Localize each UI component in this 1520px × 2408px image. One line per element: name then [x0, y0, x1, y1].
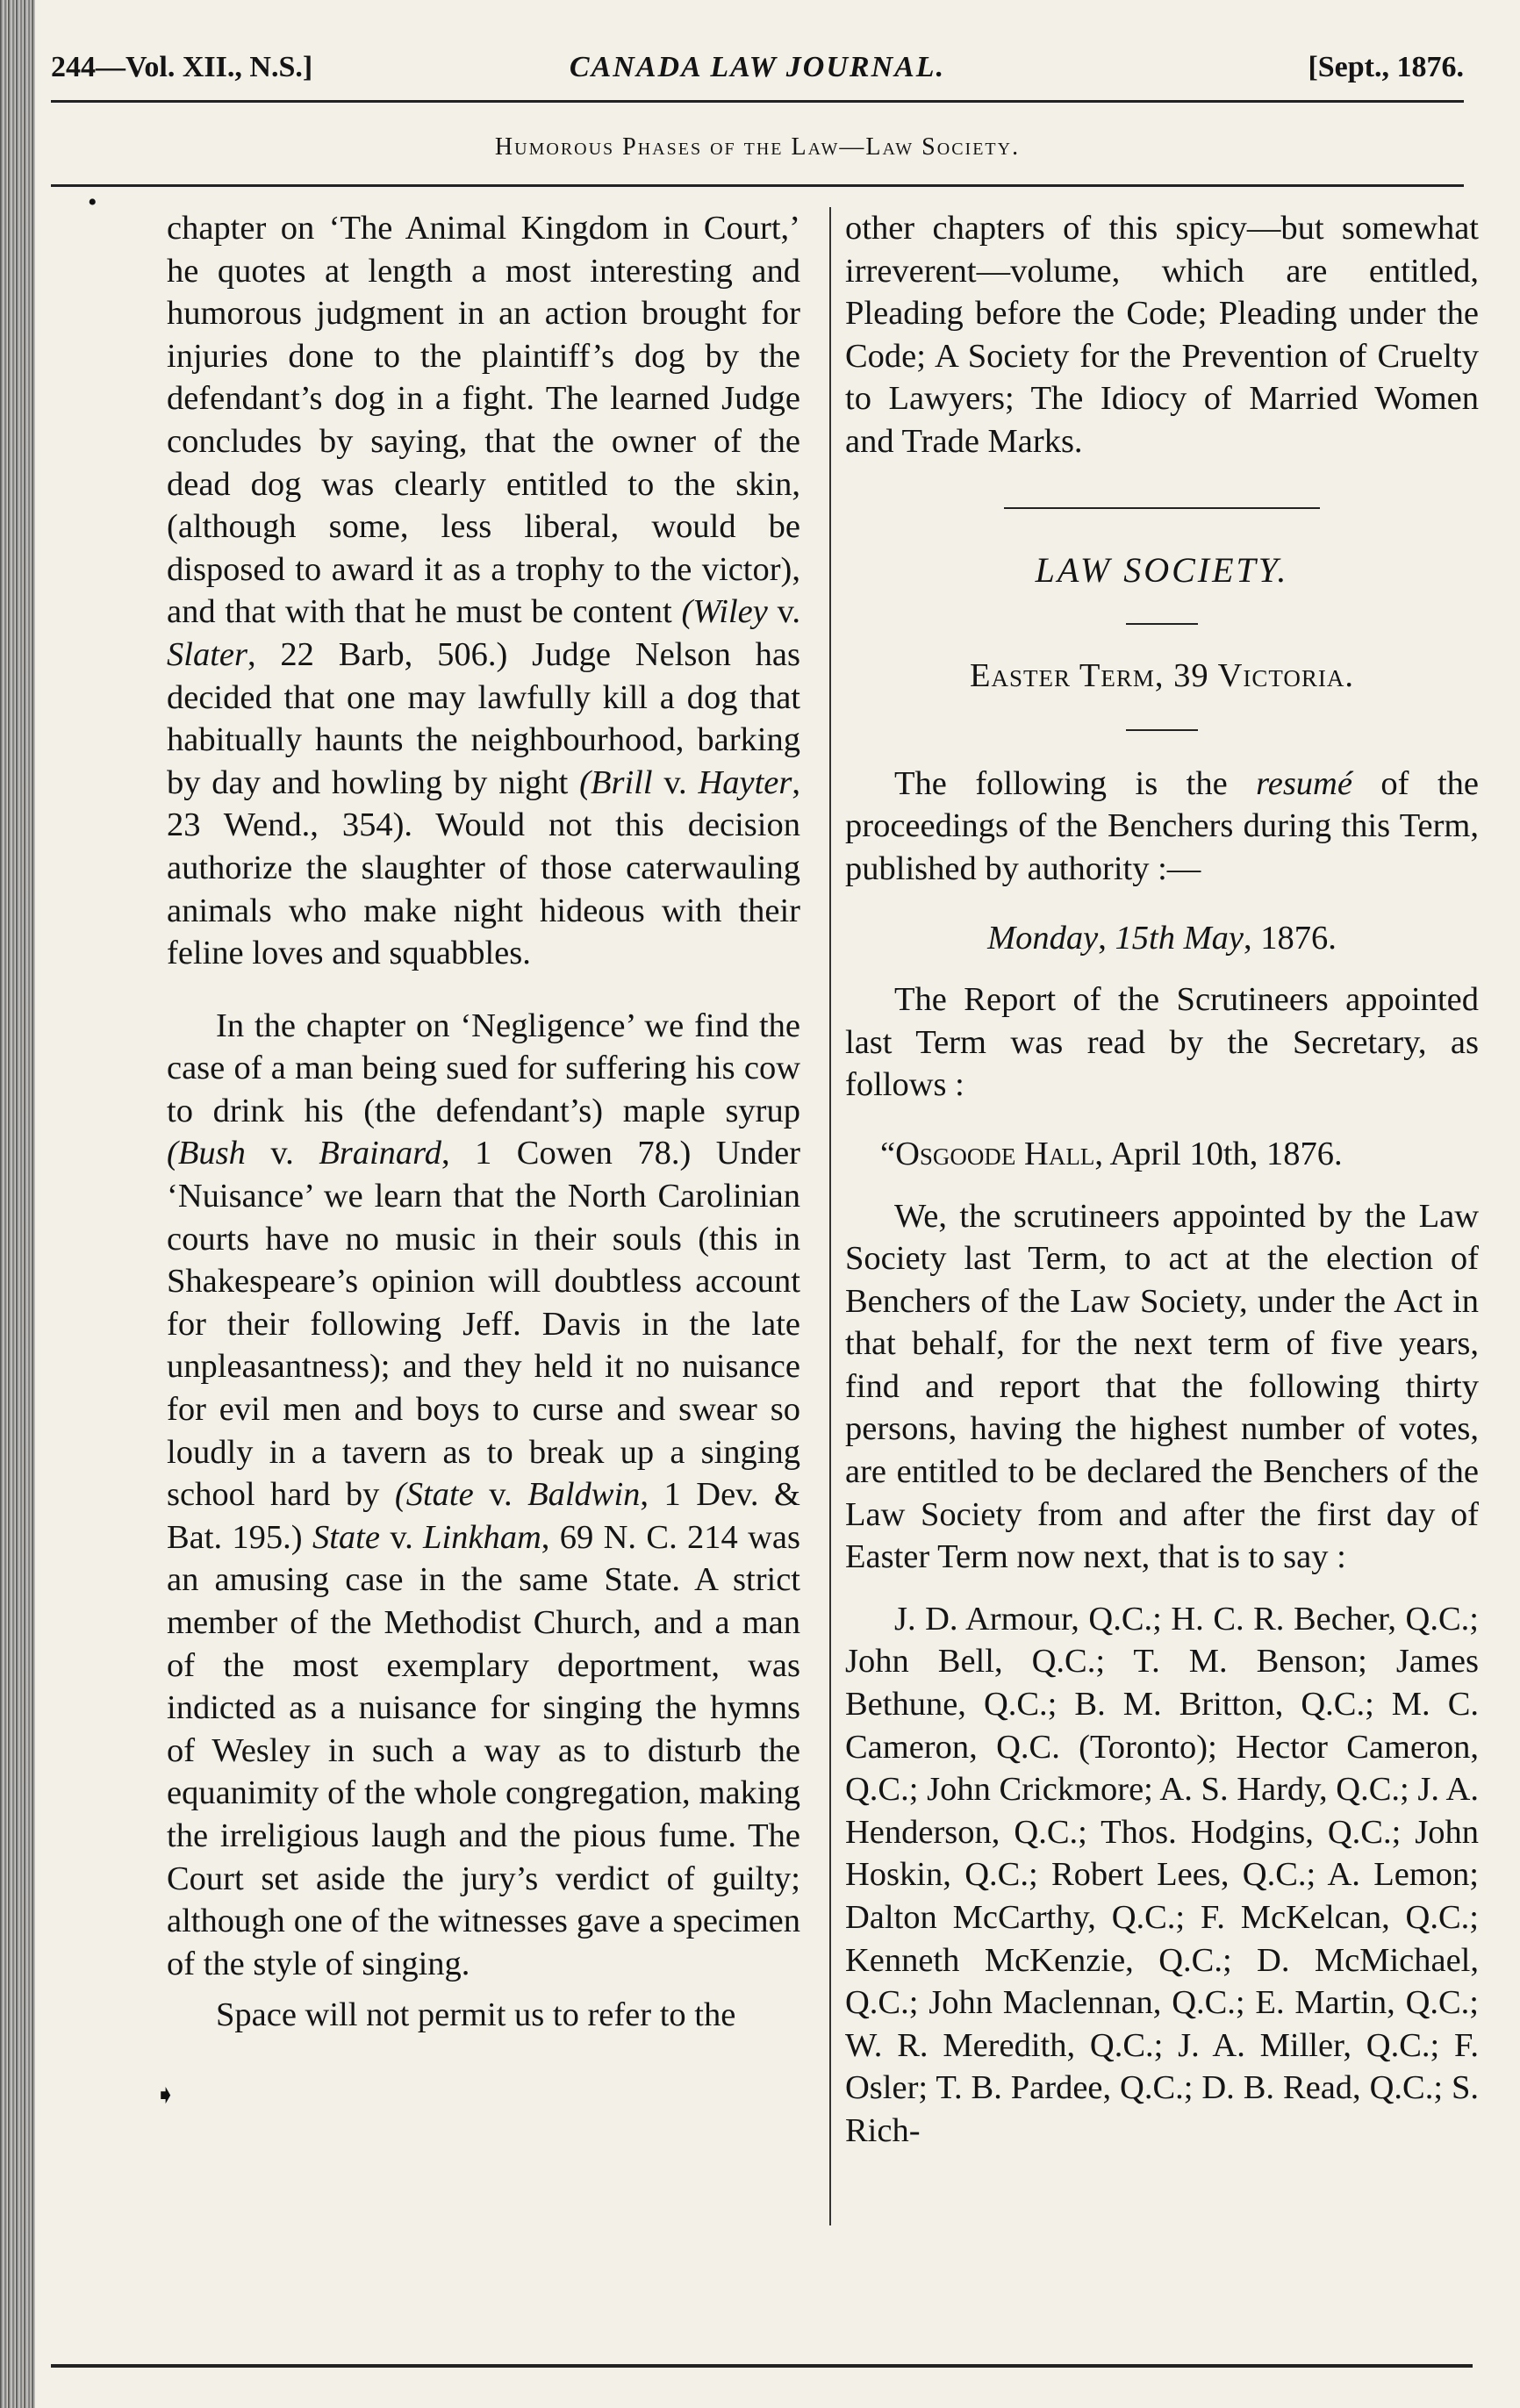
section-title: Humorous Phases of the Law—Law Society. [494, 133, 1021, 161]
body-text: v. [767, 593, 801, 631]
page-volume: 244—Vol. XII., N.S.] [51, 51, 313, 83]
right-paragraph-1 [845, 207, 1479, 463]
body-text: v. [652, 763, 699, 801]
case-name-italic: 15th May [1115, 919, 1244, 957]
case-name-italic: Monday [987, 919, 1099, 957]
body-text: , 1876. [1244, 919, 1337, 957]
left-paragraph-1 [167, 207, 800, 975]
left-paragraph-3 [167, 1994, 800, 2037]
left-paragraph-2 [167, 1005, 800, 1986]
date-heading [845, 917, 1479, 960]
body-text: v. [379, 1518, 424, 1556]
case-name-italic: Slater [167, 635, 247, 673]
short-rule-2 [1126, 729, 1198, 731]
margin-pointer-mark: ➧ [154, 2081, 177, 2110]
body-text: We, the scrutineers appointed by the Law Society last Term, to act at the election of Benchers of the Law Society, under the Act in that behalf, for the next term of five years, find and report that the following thirty persons, having the highest number of votes, are entitled to be declared the Benchers of the Law Society from and after the first day of Easter Term now next, that is to say : [845, 1197, 1479, 1576]
body-text: v. [473, 1476, 528, 1514]
body-text: “ [880, 1135, 896, 1172]
body-text: v. [245, 1135, 319, 1172]
law-society-heading: LAW SOCIETY. [1035, 549, 1289, 590]
left-column [167, 207, 800, 2037]
case-name-italic: resumé [1256, 764, 1352, 802]
body-text: , 69 N. C. 214 was an amusing case in the same State. A strict member of the Methodist Church, and a man of the most exemplary deportment, was indicted as a nuisance for singing the hymns of Wesley in such a way as to disturb the equanimity of the whole congregation, making the irreligious laugh and the pious fume. The Court set aside the jury’s verdict of guilty; although one of the witnesses gave a specimen of the style of singing. [167, 1518, 801, 1982]
book-binding-edge [0, 0, 35, 2408]
journal-title: CANADA LAW JOURNAL. [569, 51, 946, 83]
bottom-edge-rule [51, 2364, 1473, 2368]
body-text: chapter on ‘The Animal Kingdom in Court,’ he quotes at length a most interesting and humorous judgment in an action brought for injuries done to the plaintiff’s dog by the defendant’s dog in a fight. The learned Judge concludes by saying, that the owner of the dead dog was clearly entitled to the skin, (although some, less liberal, would be disposed to award it as a trophy to the victor), and that with that he must be content [167, 210, 800, 631]
case-name-italic: Hayter [698, 763, 792, 801]
scrutineers-paragraph [845, 1195, 1479, 1579]
section-divider-rule [1004, 507, 1320, 509]
report-paragraph [845, 978, 1479, 1107]
body-text: The Report of the Scrutineers appointed last Term was read by the Secretary, as follows : [845, 981, 1479, 1104]
body-text: The following is the [894, 764, 1257, 802]
body-text: In the chapter on ‘Negligence’ we find the case of a man being sued for suffering his cow to drink his (the defendant’s) maple syrup [167, 1007, 800, 1129]
case-name-italic: (State [394, 1476, 474, 1514]
body-text: , April 10th, 1876. [1094, 1135, 1343, 1172]
body-text: Space will not permit us to refer to the [216, 1996, 736, 2034]
case-name-italic: State [312, 1518, 380, 1556]
body-text: other chapters of this spicy—but somewhat irreverent—volume, which are entitled, Pleading before the Code; Pleading under the Code; A Society for the Prevention of Cruelty to Lawyers; The Idiocy of Married Women and Trade Marks. [845, 210, 1479, 460]
small-caps-text: Osgoode Hall [895, 1135, 1095, 1172]
benchers-names-paragraph [845, 1598, 1479, 2153]
osgoode-hall-line [845, 1133, 1479, 1176]
resume-paragraph [845, 763, 1479, 891]
section-rule [51, 184, 1464, 187]
case-name-italic: (Wiley [681, 593, 768, 631]
journal-page [51, 0, 1508, 2408]
case-name-italic: Brainard [319, 1135, 441, 1172]
short-rule-1 [1126, 623, 1198, 625]
body-text: , 23 Wend., 354). Would not this decision authorize the slaughter of those caterwauling animals who make night hideous with their feline loves and squabbles. [167, 763, 800, 972]
header-rule [51, 100, 1464, 103]
right-column [845, 207, 1479, 2153]
column-divider [829, 207, 831, 2225]
case-name-italic: Linkham [423, 1518, 541, 1556]
body-text: , 1 Dev. & Bat. 195.) [167, 1476, 800, 1556]
body-text: J. D. Armour, Q.C.; H. C. R. Becher, Q.C.; John Bell, Q.C.; T. M. Benson; James Bethune, Q.C.; B. M. Britton, Q.C.; M. C. Cameron, Q.C. (Toronto); Hector Cameron, Q.C.; John Crickmore; A. S. Hardy, Q.C.; J. A. Henderson, Q.C.; Thos. Hodgins, Q.C.; John Hoskin, Q.C.; Robert Lees, Q.C.; A. Lemon; Dalton McCarthy, Q.C.; F. McKelcan, Q.C.; Kenneth McKenzie, Q.C.; D. McMichael, Q.C.; John Maclennan, Q.C.; E. Martin, Q.C.; W. R. Meredith, Q.C.; J. A. Miller, Q.C.; F. Osler; T. B. Pardee, Q.C.; D. B. Read, Q.C.; S. Rich- [845, 1600, 1479, 2149]
case-name-italic: (Brill [579, 763, 653, 801]
case-name-italic: (Bush [167, 1135, 246, 1172]
body-text: , [1098, 919, 1115, 957]
body-text: of the proceedings of the Benchers during this Term, published by authority :— [845, 764, 1479, 887]
term-heading: Easter Term, 39 Victoria. [969, 657, 1355, 695]
body-text: , 1 Cowen 78.) Under ‘Nuisance’ we learn that the North Carolinian courts have no music in their souls (this in Shakespeare’s opinion will doubtless account for their following Jeff. Davis in the late unpleasantness); and they held it no nuisance for evil men and boys to curse and swear so loudly in a tavern as to break up a singing school hard by [167, 1135, 801, 1514]
margin-dot-mark: • [88, 188, 97, 217]
running-head [51, 51, 1464, 95]
issue-date: [Sept., 1876. [1308, 51, 1464, 83]
body-text: , 22 Barb, 506.) Judge Nelson has decided that one may lawfully kill a dog that habitually haunts the neighbourhood, barking by day and howling by night [167, 635, 800, 801]
case-name-italic: Baldwin [527, 1476, 641, 1514]
